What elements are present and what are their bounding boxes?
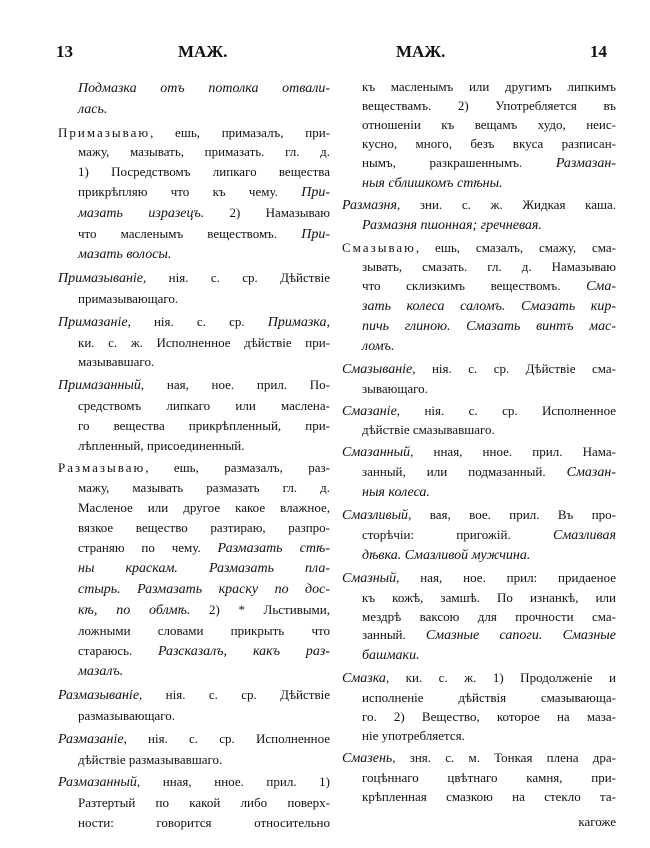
italic-text: кѣ, по облмѣ. [78, 602, 191, 618]
italic-text: пичь глиною. Смазать винтъ мас- [362, 318, 616, 334]
text-line [342, 626, 616, 646]
text-line [58, 706, 330, 726]
text-line [342, 727, 616, 746]
text-line [58, 162, 330, 182]
text: , зня. с. м. Тонкая плена дра- [392, 749, 616, 765]
text-line [342, 78, 616, 97]
text-line [342, 769, 616, 788]
text: зывать, смазать. гл. д. Намазываю [362, 259, 616, 275]
text-line [58, 558, 330, 579]
text-line [58, 142, 330, 162]
text-line [342, 749, 616, 769]
text-line [342, 380, 616, 399]
text-line [58, 772, 330, 793]
text: го. 2) Вещество, которое на маза- [362, 709, 616, 725]
italic-text: стырь. Размазать краску по дос- [78, 582, 330, 598]
text-line [58, 375, 330, 396]
text-line [342, 689, 616, 708]
italic-text: Смазень [342, 750, 393, 766]
italic-text: Размазан- [555, 155, 616, 171]
italic-text: Примазка, [267, 314, 330, 330]
continued-entry [58, 78, 330, 120]
italic-text: зать колеса саломъ. Смазать кир- [362, 298, 616, 314]
text: , нія. с. ср. Исполненное [123, 730, 330, 746]
text: , ешь, размазалъ, раз- [145, 460, 330, 476]
dictionary-entry [342, 669, 616, 746]
headword: Смазываю [342, 240, 416, 256]
text: что масленымъ веществомъ. [78, 225, 302, 241]
italic-text: мазалъ. [78, 664, 124, 680]
dictionary-entry [342, 239, 616, 356]
text: дѣйствіе смазывавшаго. [362, 422, 495, 438]
italic-text: мазать изразецъ. [78, 205, 205, 221]
text: исполненіе дѣйствія смазывающа- [362, 690, 616, 706]
text: , нная, нное. прил. Нама- [410, 444, 616, 460]
dictionary-entry [342, 196, 616, 236]
dictionary-entry [342, 360, 616, 399]
italic-text: мазать волосы. [78, 247, 172, 263]
text-line [342, 669, 616, 689]
text-line [342, 116, 616, 135]
dictionary-entry [342, 569, 616, 667]
italic-text: Размазаніе [58, 731, 124, 747]
text-line [58, 333, 330, 353]
text-line [342, 196, 616, 216]
italic-text: ломъ. [362, 338, 395, 354]
text-line [342, 317, 616, 337]
text-line [342, 443, 616, 463]
text-line [342, 277, 616, 297]
text: ности: говорится относительно [78, 814, 330, 830]
text: 1) Посредствомъ липкаго вещества [78, 164, 330, 180]
text: , нія. с. ср. Исполненное [396, 402, 616, 418]
italic-text: Примазываніе [58, 271, 144, 287]
text-line [58, 244, 330, 265]
dictionary-entry [342, 749, 616, 807]
text-line [58, 579, 330, 600]
text: лѣпленный, присоединенный. [78, 437, 245, 453]
italic-text: Смазываніе [342, 361, 413, 377]
text-line [58, 538, 330, 559]
text: Разтертый по какой либо поверх- [78, 795, 330, 811]
text-line [342, 216, 616, 236]
text: 2) * Льстивыми, [190, 601, 330, 617]
text-line [58, 396, 330, 416]
italic-text: Смазанный [342, 445, 411, 461]
italic-text: Смазка [342, 671, 386, 687]
italic-text: Смазаніе [342, 403, 397, 419]
left-page-number: 13 [56, 42, 73, 61]
text-line [342, 463, 616, 483]
text: зывающаго. [362, 380, 428, 396]
text: , ешь, примазалъ, при- [150, 124, 330, 140]
right-page-number: 14 [590, 42, 607, 61]
text-line [58, 793, 330, 813]
italic-text: При- [301, 184, 330, 200]
text-line [342, 708, 616, 727]
text: го вещества прикрѣпленный, при- [78, 417, 330, 433]
text-line [58, 289, 330, 309]
text-line [58, 268, 330, 289]
dictionary-entry [58, 375, 330, 455]
text-line [342, 506, 616, 526]
text: мездрѣ ваксою для прочности сма- [362, 608, 616, 624]
italic-text: Примазанный [58, 378, 141, 394]
text-line [342, 546, 616, 566]
text: кусно, много, безъ вкуса разписан- [362, 135, 616, 151]
text-line [342, 97, 616, 116]
text: что склизкимъ веществомъ. [362, 278, 587, 294]
text: гоцѣннаго цвѣтнаго камня, при- [362, 769, 616, 785]
text: мазывавшаго. [78, 354, 155, 370]
headword: Размазываю [58, 460, 146, 476]
dictionary-entry [58, 268, 330, 309]
text-line [58, 352, 330, 372]
dictionary-entry [342, 443, 616, 503]
text-line [58, 123, 330, 143]
italic-text: Смазный [342, 570, 397, 586]
text-line [58, 498, 330, 518]
text: , вая, вое. прил. Въ про- [408, 507, 616, 523]
text: ложными словами прикрыть что [78, 622, 330, 638]
text-line [58, 78, 330, 99]
italic-text: Сма- [586, 279, 616, 295]
text-line [58, 729, 330, 750]
text-line [58, 518, 330, 538]
text-line [58, 813, 330, 833]
text: къ кожѣ, замшѣ. По изнанкѣ, или [362, 589, 616, 605]
italic-text: Смазливая [553, 527, 616, 543]
dictionary-entry [58, 685, 330, 726]
text-line [58, 661, 330, 682]
text-line [58, 224, 330, 245]
italic-text: Размазать стѣ- [217, 540, 330, 556]
text: Масленое или другое какое влажное, [78, 499, 330, 515]
text: занный, или подмазанный. [362, 464, 567, 480]
italic-text: лась. [78, 101, 108, 117]
dictionary-entry [58, 458, 330, 682]
text: прикрѣпляю что къ чему. [78, 183, 302, 199]
text: отношеніи къ вещамъ худо, неис- [362, 116, 616, 132]
text-line [342, 569, 616, 589]
text-line [58, 641, 330, 662]
right-running-head: МАЖ. [396, 42, 446, 61]
italic-text: башмаки. [362, 648, 420, 664]
text-line [342, 402, 616, 422]
dictionary-entry [58, 312, 330, 372]
left-running-head: МАЖ. [178, 42, 228, 61]
text: размазывающаго. [78, 707, 175, 723]
dictionary-entry [58, 729, 330, 770]
headword: Примазываю [58, 124, 151, 140]
italic-text: Размазываніе [58, 688, 140, 704]
text-line [342, 646, 616, 666]
text: нымъ, разкрашеннымъ. [362, 154, 556, 170]
text: сторѣчіи: пригожій. [362, 526, 554, 542]
text-line [342, 421, 616, 440]
text: занный. [362, 627, 426, 643]
text: , нная, нное. прил. 1) [136, 774, 330, 790]
italic-text: Смазные сапоги. Смазные [425, 628, 616, 644]
text: , нія. с. ср. Дѣйствіе [139, 687, 330, 703]
text: крѣпленная смазкою на стекло та- [362, 788, 616, 804]
text-line [342, 360, 616, 380]
text: 2) Намазываю [204, 204, 330, 220]
text-line [342, 483, 616, 503]
text: , ки. с. ж. 1) Продолженіе и [385, 670, 616, 686]
text-line [58, 203, 330, 224]
text-line [342, 154, 616, 174]
italic-text: Разсказалъ, какъ раз- [157, 643, 331, 659]
dictionary-entry [58, 772, 330, 832]
text-line [58, 416, 330, 436]
italic-text: ныя сблишкомъ стѣны. [362, 175, 503, 191]
text-line [342, 174, 616, 194]
text: къ масленымъ или другимъ липкимъ [362, 79, 616, 94]
italic-text: Смазливый [342, 508, 409, 524]
text: , ная, ное. прил. По- [140, 377, 330, 393]
italic-text: Размазня [342, 198, 397, 214]
text: , зни. с. ж. Жидкая каша. [396, 197, 616, 213]
catchword: кагоже [578, 813, 616, 829]
text-line [342, 608, 616, 627]
text-line [342, 788, 616, 807]
right-column [342, 78, 616, 831]
text: веществамъ. 2) Употребляется въ [362, 97, 616, 113]
italic-text: ныя колеса. [362, 485, 430, 501]
text-line [342, 297, 616, 317]
text: , нія. с. ср. Дѣйствіе сма- [412, 360, 616, 376]
text: ніе употребляется. [362, 728, 465, 743]
text-line [58, 312, 330, 333]
text-line [58, 750, 330, 770]
italic-text: Смазан- [566, 465, 616, 481]
continued-entry [342, 78, 616, 193]
text-line [58, 478, 330, 498]
text: , нія. с. ср. [127, 313, 268, 329]
text-line [342, 135, 616, 154]
italic-text: Размазня пшонная; гречневая. [362, 218, 542, 234]
text-line [58, 621, 330, 641]
text: мажу, мазывать, примазать. гл. д. [78, 144, 330, 160]
text-line [342, 589, 616, 608]
dictionary-entry [58, 123, 330, 266]
text-line [58, 182, 330, 203]
italic-text: дѣвка. Смазливой мужчина. [362, 547, 531, 563]
italic-text: Примазаніе [58, 314, 128, 330]
text: страняю по чему. [78, 539, 218, 555]
text: дѣйствіе размазывавшаго. [78, 751, 223, 767]
text-line [342, 239, 616, 258]
italic-text: При- [301, 226, 330, 242]
text-line [58, 436, 330, 456]
text-line [58, 600, 330, 621]
text-line [342, 526, 616, 546]
text: вязкое вещество разтираю, разпро- [78, 519, 330, 535]
text: , ешь, смазалъ, смажу, сма- [415, 240, 616, 256]
text: , нія. с. ср. Дѣйствіе [143, 270, 330, 286]
text: мажу, мазывать размазать гл. д. [78, 480, 330, 496]
text-line [342, 258, 616, 277]
italic-text: Размазанный [58, 775, 137, 791]
dictionary-entry [342, 402, 616, 441]
left-column [58, 78, 330, 836]
text: стараюсь. [78, 642, 158, 658]
text-line [58, 99, 330, 120]
text: , ная, ное. прил: придаеное [396, 569, 616, 585]
text-line [58, 458, 330, 478]
italic-text: Подмазка отъ потолка отвали- [78, 81, 330, 96]
text-line [342, 337, 616, 357]
text: ки. с. ж. Исполненное дѣйствіе при- [78, 334, 330, 350]
italic-text: ны краскам. Размазать пла- [78, 561, 330, 577]
dictionary-entry [342, 506, 616, 566]
text-line [58, 685, 330, 706]
text: примазывающаго. [78, 290, 179, 306]
text: средствомъ липкаго или маслена- [78, 397, 330, 413]
